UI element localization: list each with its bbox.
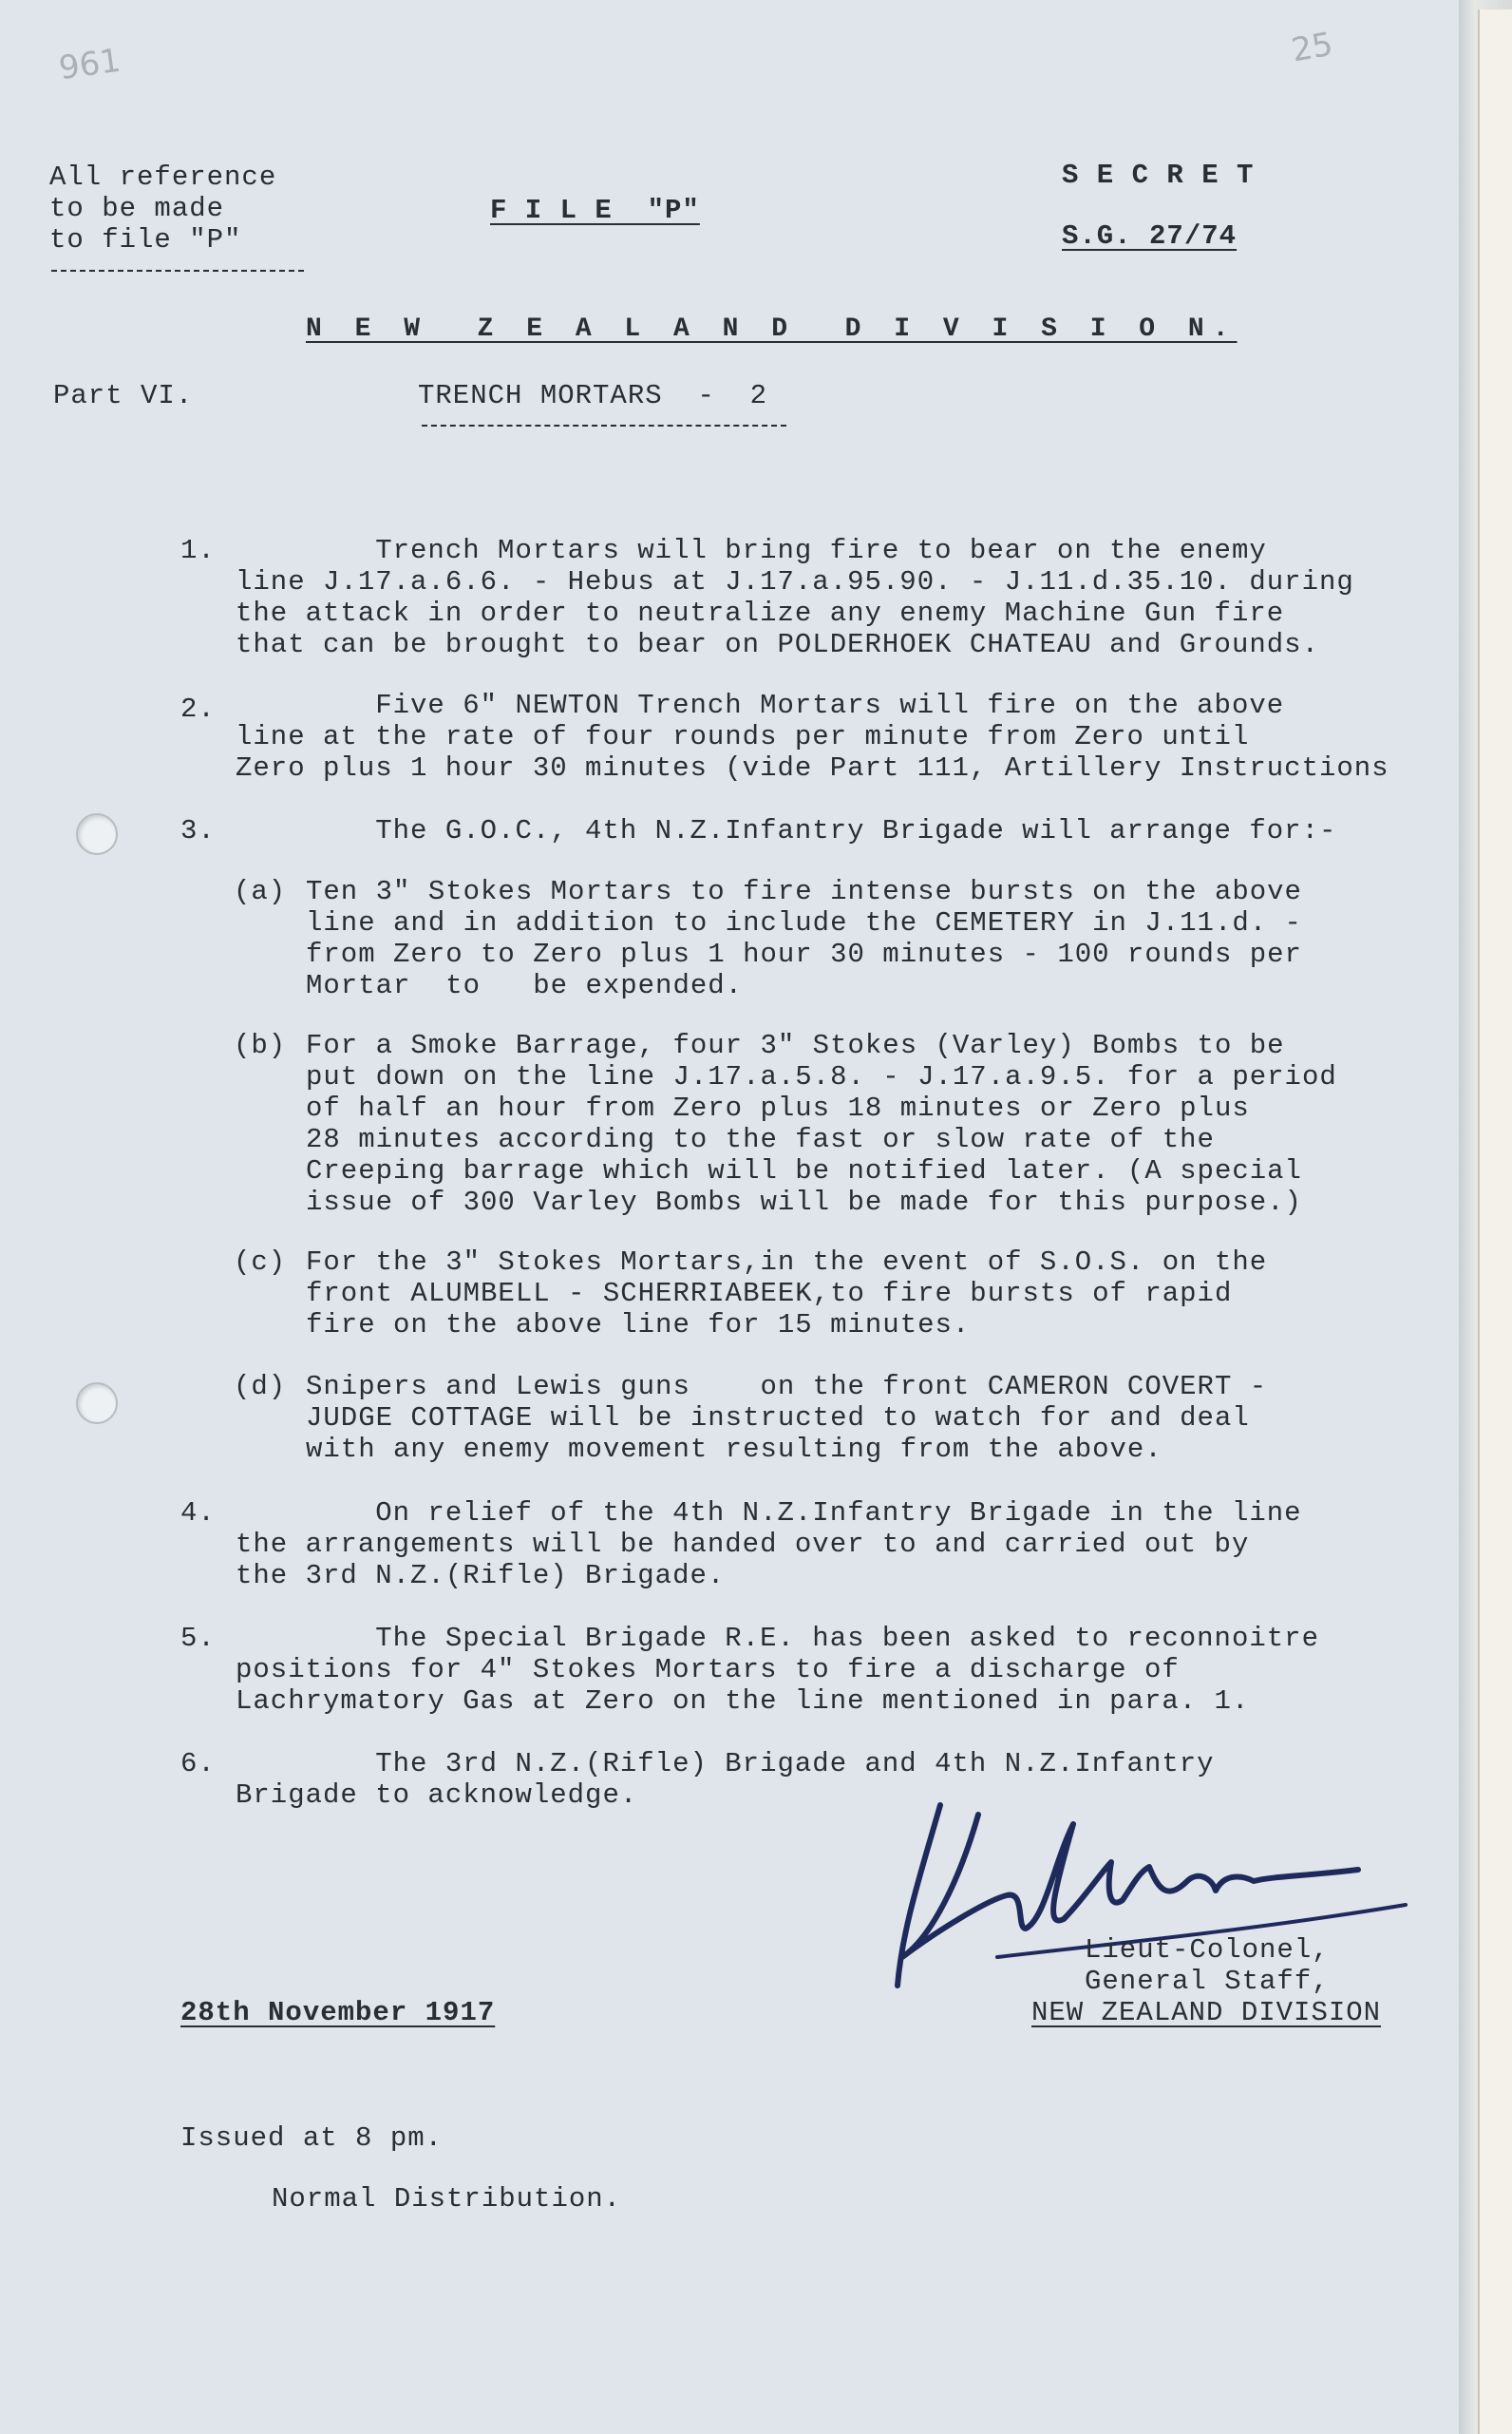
- subparagraph-line: Mortar to be expended.: [306, 970, 744, 1001]
- subparagraph-line: fire on the above line for 15 minutes.: [306, 1309, 971, 1341]
- paragraph-line: The G.O.C., 4th N.Z.Infantry Brigade will arrange for:-: [236, 815, 1337, 846]
- paragraph-line: Brigade to acknowledge.: [236, 1779, 638, 1811]
- subparagraph-label: (c): [234, 1246, 287, 1278]
- reference-note-line: to be made: [49, 193, 225, 224]
- subparagraph-line: from Zero to Zero plus 1 hour 30 minutes - 100 rounds per: [306, 939, 1302, 970]
- subparagraph-label: (a): [234, 876, 287, 907]
- paragraph-line: The 3rd N.Z.(Rifle) Brigade and 4th N.Z.Infantry: [236, 1748, 1215, 1779]
- secret-label: S E C R E T: [1062, 160, 1255, 191]
- pencil-mark: 25: [1288, 25, 1336, 70]
- subparagraph-line: front ALUMBELL - SCHERRIABEEK,to fire bursts of rapid: [306, 1278, 1233, 1309]
- signatory-unit: NEW ZEALAND DIVISION: [1031, 1997, 1382, 2028]
- subparagraph-line: Creeping barrage which will be notified later. (A special: [306, 1155, 1302, 1187]
- punch-hole: [76, 1382, 118, 1424]
- paragraph-line: line J.17.a.6.6. - Hebus at J.17.a.95.90. - J.11.d.35.10. during: [236, 566, 1354, 598]
- paragraph-number: 4.: [180, 1497, 216, 1529]
- issued-time: Issued at 8 pm.: [180, 2122, 444, 2154]
- subparagraph-line: For a Smoke Barrage, four 3" Stokes (Varley) Bombs to be: [306, 1030, 1285, 1061]
- subject-divider: [422, 425, 786, 427]
- paragraph-line: Zero plus 1 hour 30 minutes (vide Part 111, Artillery Instructions: [236, 752, 1389, 784]
- subparagraph-line: with any enemy movement resulting from the above.: [306, 1434, 1162, 1465]
- paragraph-number: 3.: [180, 815, 216, 846]
- reference-note-line: All reference: [49, 162, 277, 193]
- file-number: S.G. 27/74: [1062, 220, 1238, 252]
- paragraph-number: 6.: [180, 1748, 216, 1779]
- underlying-page-edge: [1478, 10, 1512, 2434]
- subparagraph-line: JUDGE COTTAGE will be instructed to watch for and deal: [306, 1402, 1250, 1434]
- pencil-page-number: 961: [56, 41, 123, 88]
- part-label: Part VI.: [53, 380, 194, 411]
- paragraph-line: positions for 4" Stokes Mortars to fire a discharge of: [236, 1654, 1180, 1685]
- signatory-role: General Staff,: [1085, 1966, 1330, 1997]
- subparagraph-label: (d): [234, 1371, 287, 1402]
- paragraph-line: Trench Mortars will bring fire to bear on the enemy: [236, 535, 1267, 566]
- division-title: N E W Z E A L A N D D I V I S I O N.: [306, 314, 1238, 344]
- subparagraph-line: Ten 3" Stokes Mortars to fire intense bursts on the above: [306, 876, 1302, 907]
- signatory-rank: Lieut-Colonel,: [1085, 1934, 1330, 1966]
- subparagraph-line: 28 minutes according to the fast or slow rate of the: [306, 1124, 1215, 1155]
- subparagraph-line: For the 3" Stokes Mortars,in the event of S.O.S. on the: [306, 1246, 1268, 1278]
- paragraph-line: The Special Brigade R.E. has been asked to reconnoitre: [236, 1623, 1319, 1654]
- paragraph-line: Lachrymatory Gas at Zero on the line mentioned in para. 1.: [236, 1685, 1250, 1717]
- paragraph-line: Five 6" NEWTON Trench Mortars will fire on the above: [236, 690, 1285, 721]
- paragraph-number: 2.: [180, 694, 216, 725]
- subparagraph-line: of half an hour from Zero plus 18 minutes or Zero plus: [306, 1093, 1250, 1124]
- subparagraph-line: issue of 300 Varley Bombs will be made for this purpose.): [306, 1187, 1302, 1218]
- reference-divider: [51, 270, 304, 272]
- paragraph-line: the arrangements will be handed over to and carried out by: [236, 1529, 1250, 1560]
- paragraph-number: 5.: [180, 1623, 216, 1654]
- subparagraph-line: put down on the line J.17.a.5.8. - J.17.a.9.5. for a period: [306, 1061, 1337, 1093]
- file-label: F I L E "P": [490, 195, 700, 226]
- subparagraph-label: (b): [234, 1030, 287, 1061]
- distribution-note: Normal Distribution.: [272, 2183, 622, 2215]
- paragraph-line: the 3rd N.Z.(Rifle) Brigade.: [236, 1560, 726, 1591]
- subparagraph-line: Snipers and Lewis guns on the front CAMERON COVERT -: [306, 1371, 1268, 1402]
- paragraph-line: that can be brought to bear on POLDERHOEK CHATEAU and Grounds.: [236, 629, 1319, 660]
- paragraph-number: 1.: [180, 535, 216, 566]
- paragraph-line: On relief of the 4th N.Z.Infantry Brigade in the line: [236, 1497, 1302, 1529]
- paragraph-line: line at the rate of four rounds per minute from Zero until: [236, 721, 1250, 752]
- subject-title: TRENCH MORTARS - 2: [418, 380, 768, 411]
- document-date: 28th November 1917: [180, 1997, 496, 2028]
- punch-hole: [76, 813, 118, 855]
- reference-note-line: to file "P": [49, 224, 242, 256]
- subparagraph-line: line and in addition to include the CEMETERY in J.11.d. -: [306, 907, 1302, 939]
- paragraph-line: the attack in order to neutralize any enemy Machine Gun fire: [236, 598, 1285, 629]
